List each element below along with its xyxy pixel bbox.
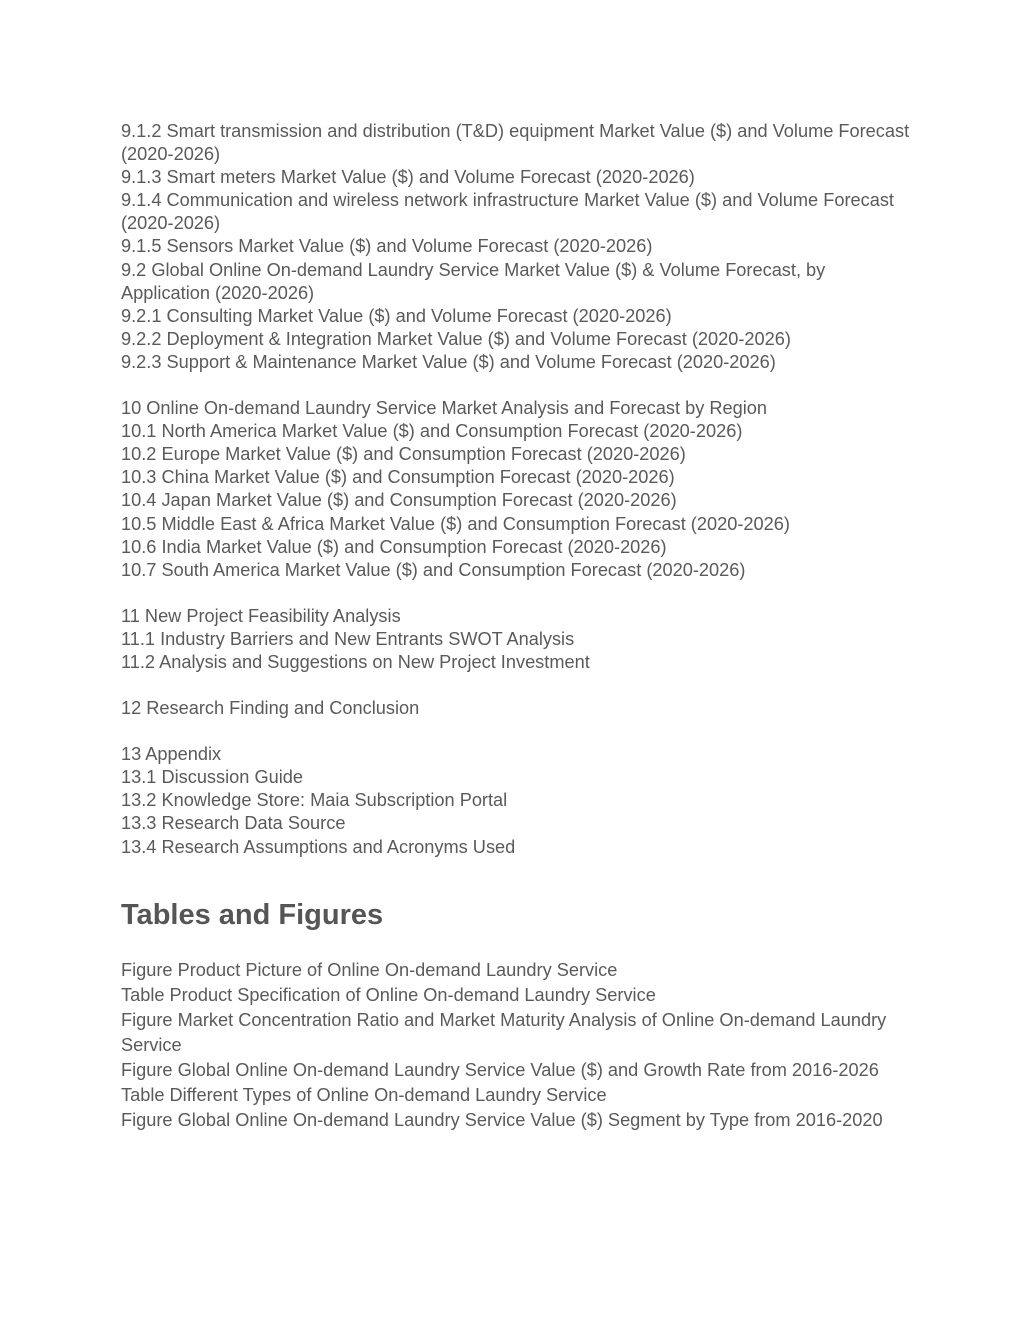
- toc-entry: 11.2 Analysis and Suggestions on New Project Investment: [121, 651, 590, 672]
- figure-entry: Figure Market Concentration Ratio and Market Maturity Analysis of Online On-demand Laundry Service: [121, 1009, 887, 1055]
- toc-entry: 10.5 Middle East & Africa Market Value ($) and Consumption Forecast (2020-2026): [121, 513, 790, 534]
- toc-group: [121, 697, 911, 720]
- toc-entry: 10.2 Europe Market Value ($) and Consumption Forecast (2020-2026): [121, 444, 686, 465]
- figures-list: [121, 958, 911, 1133]
- tables-and-figures-heading: Tables and Figures: [121, 898, 384, 931]
- toc-entry: 12 Research Finding and Conclusion: [121, 698, 420, 719]
- toc-entry: 13.3 Research Data Source: [121, 813, 346, 834]
- toc-group: [121, 397, 911, 582]
- toc-entry: 10.7 South America Market Value ($) and Consumption Forecast (2020-2026): [121, 559, 746, 580]
- document-page: [121, 120, 911, 1133]
- toc-entry: 13.1 Discussion Guide: [121, 767, 303, 788]
- toc-entry: 9.1.3 Smart meters Market Value ($) and Volume Forecast (2020-2026): [121, 167, 695, 188]
- toc-entry: 10 Online On-demand Laundry Service Market Analysis and Forecast by Region: [121, 398, 767, 419]
- figure-entry: Figure Product Picture of Online On-demand Laundry Service: [121, 959, 618, 980]
- toc-entry: 10.1 North America Market Value ($) and Consumption Forecast (2020-2026): [121, 421, 743, 442]
- toc-entry: 9.1.4 Communication and wireless network infrastructure Market Value ($) and Volume Forecast (2020-2026): [121, 190, 894, 234]
- toc-entry: 11 New Project Feasibility Analysis: [121, 605, 401, 626]
- toc-group: [121, 743, 911, 858]
- toc-entry: 9.2.1 Consulting Market Value ($) and Volume Forecast (2020-2026): [121, 305, 672, 326]
- toc-entry: 9.1.2 Smart transmission and distribution (T&D) equipment Market Value ($) and Volume Forecast (2020-2026): [121, 121, 910, 165]
- figure-entry: Table Product Specification of Online On-demand Laundry Service: [121, 984, 656, 1005]
- table-of-contents: [121, 120, 911, 859]
- toc-group: [121, 605, 911, 674]
- toc-entry: 11.1 Industry Barriers and New Entrants SWOT Analysis: [121, 628, 575, 649]
- figure-entry: Table Different Types of Online On-demand Laundry Service: [121, 1084, 607, 1105]
- toc-entry: 10.6 India Market Value ($) and Consumption Forecast (2020-2026): [121, 536, 667, 557]
- toc-entry: 13.2 Knowledge Store: Maia Subscription Portal: [121, 790, 508, 811]
- figure-entry: Figure Global Online On-demand Laundry Service Value ($) and Growth Rate from 2016-2026: [121, 1059, 879, 1080]
- toc-entry: 10.4 Japan Market Value ($) and Consumption Forecast (2020-2026): [121, 490, 677, 511]
- toc-group: [121, 120, 911, 374]
- toc-entry: 9.2.2 Deployment & Integration Market Value ($) and Volume Forecast (2020-2026): [121, 328, 791, 349]
- toc-entry: 9.2.3 Support & Maintenance Market Value ($) and Volume Forecast (2020-2026): [121, 351, 776, 372]
- toc-entry: 9.2 Global Online On-demand Laundry Service Market Value ($) & Volume Forecast, by Application (2020-2026): [121, 259, 826, 303]
- figure-entry: Figure Global Online On-demand Laundry Service Value ($) Segment by Type from 2016-2020: [121, 1109, 883, 1130]
- toc-entry: 13.4 Research Assumptions and Acronyms Used: [121, 836, 516, 857]
- toc-entry: 9.1.5 Sensors Market Value ($) and Volume Forecast (2020-2026): [121, 236, 653, 257]
- toc-entry: 10.3 China Market Value ($) and Consumption Forecast (2020-2026): [121, 467, 675, 488]
- toc-entry: 13 Appendix: [121, 744, 222, 765]
